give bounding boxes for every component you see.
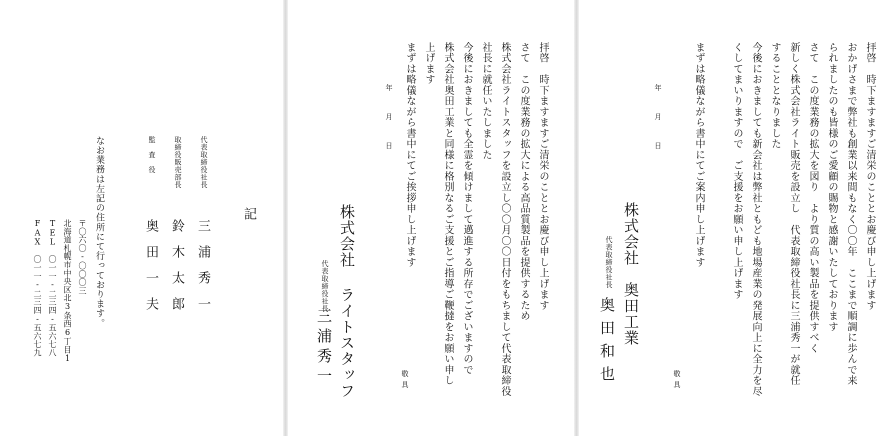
- right-letter-panel: [579, 0, 884, 436]
- note-heading: 記: [241, 207, 256, 220]
- officer-3-name: 奥田一夫: [143, 219, 158, 323]
- officer-3-title: 監査役: [148, 136, 156, 181]
- middle-date: 年月日: [385, 84, 393, 171]
- telephone-number: TEL 〇一一-二三四-五六七八: [48, 219, 57, 357]
- middle-letter-panel: [288, 0, 574, 436]
- middle-body-line-7: 上げます: [423, 42, 434, 85]
- middle-representative-name: 三浦秀一: [315, 308, 333, 388]
- right-representative-name: 奥田和也: [598, 297, 616, 389]
- officer-2-title: 取締役販売部長: [174, 136, 182, 189]
- right-title: 代表取締役社長: [605, 236, 613, 289]
- middle-body-line-8: まずは略儀ながら書中にてご挨拶申し上げます: [404, 42, 415, 268]
- right-body-line-4: さて この度業務の拡大を図り より質の高い製品を提供すべく: [807, 42, 818, 354]
- fax-number: FAX 〇一一-二三四-五六七九: [33, 219, 42, 357]
- page-divider-right: [574, 0, 579, 436]
- page-divider-left: [283, 0, 288, 436]
- middle-body-line-1: 拝啓 時下ますますご清栄のこととお慶び申し上げます: [537, 42, 548, 311]
- middle-closing: 敬具: [401, 370, 409, 392]
- postal-code: 〒〇六〇-〇〇〇三: [78, 219, 87, 295]
- middle-title: 代表取締役社長: [321, 260, 329, 313]
- middle-body-line-5: 今後におきましても全霊を傾けまして邁進する所存でございますので: [461, 42, 472, 376]
- right-company-name: 株式会社 奥田工業: [622, 202, 640, 346]
- officer-1-title: 代表取締役社長: [200, 136, 208, 189]
- right-body-line-9: まずは略儀ながら書中にてご案内申し上げます: [693, 42, 704, 268]
- right-body-line-5: 新しく株式会社ライト販売を設立し 代表取締役社長に三浦秀一が就任: [788, 42, 799, 386]
- business-address-note: なお業務は左記の住所にて行っております。: [94, 136, 104, 328]
- street-address: 北海道札幌市中央区北3条西6丁目1: [63, 219, 72, 364]
- officer-2-name: 鈴木太郎: [169, 219, 184, 323]
- middle-body-line-3: 株式会社ライトスタッフを設立し〇〇月〇〇日付をもちまして代表取締役: [499, 42, 510, 397]
- right-body-line-3: られましたのも皆様のご愛顧の賜物と感謝いたしております: [826, 42, 837, 333]
- right-closing: 敬具: [673, 370, 681, 392]
- middle-body-line-4: 社長に就任いたしました: [480, 42, 491, 161]
- right-body-line-8: くしてまいりますので ご支援をお願い申し上げます: [731, 42, 742, 300]
- right-body-line-2: おかげさまで弊社も創業以来間もなく〇〇年 ここまで順調に歩んで来: [845, 42, 856, 386]
- officer-1-name: 三浦秀一: [195, 219, 210, 323]
- right-body-line-1: 拝啓 時下ますますご清栄のこととお慶び申し上げます: [864, 42, 875, 311]
- middle-body-line-2: さて この度業務の拡大による高品質製品を提供するため: [518, 42, 529, 322]
- middle-company-name: 株式会社 ライトスタッフ: [338, 204, 356, 399]
- middle-body-line-6: 株式会社奥田工業と同様に格別なるご支援とご指導ご鞭撻をお願い申し: [442, 42, 453, 386]
- right-body-line-6: することとなりました: [769, 42, 780, 150]
- right-date: 年月日: [654, 84, 662, 171]
- right-body-line-7: 今後におきましても新会社は弊社ともども地場産業の発展向上に全力を尽: [750, 42, 761, 397]
- left-note-panel: [0, 0, 283, 436]
